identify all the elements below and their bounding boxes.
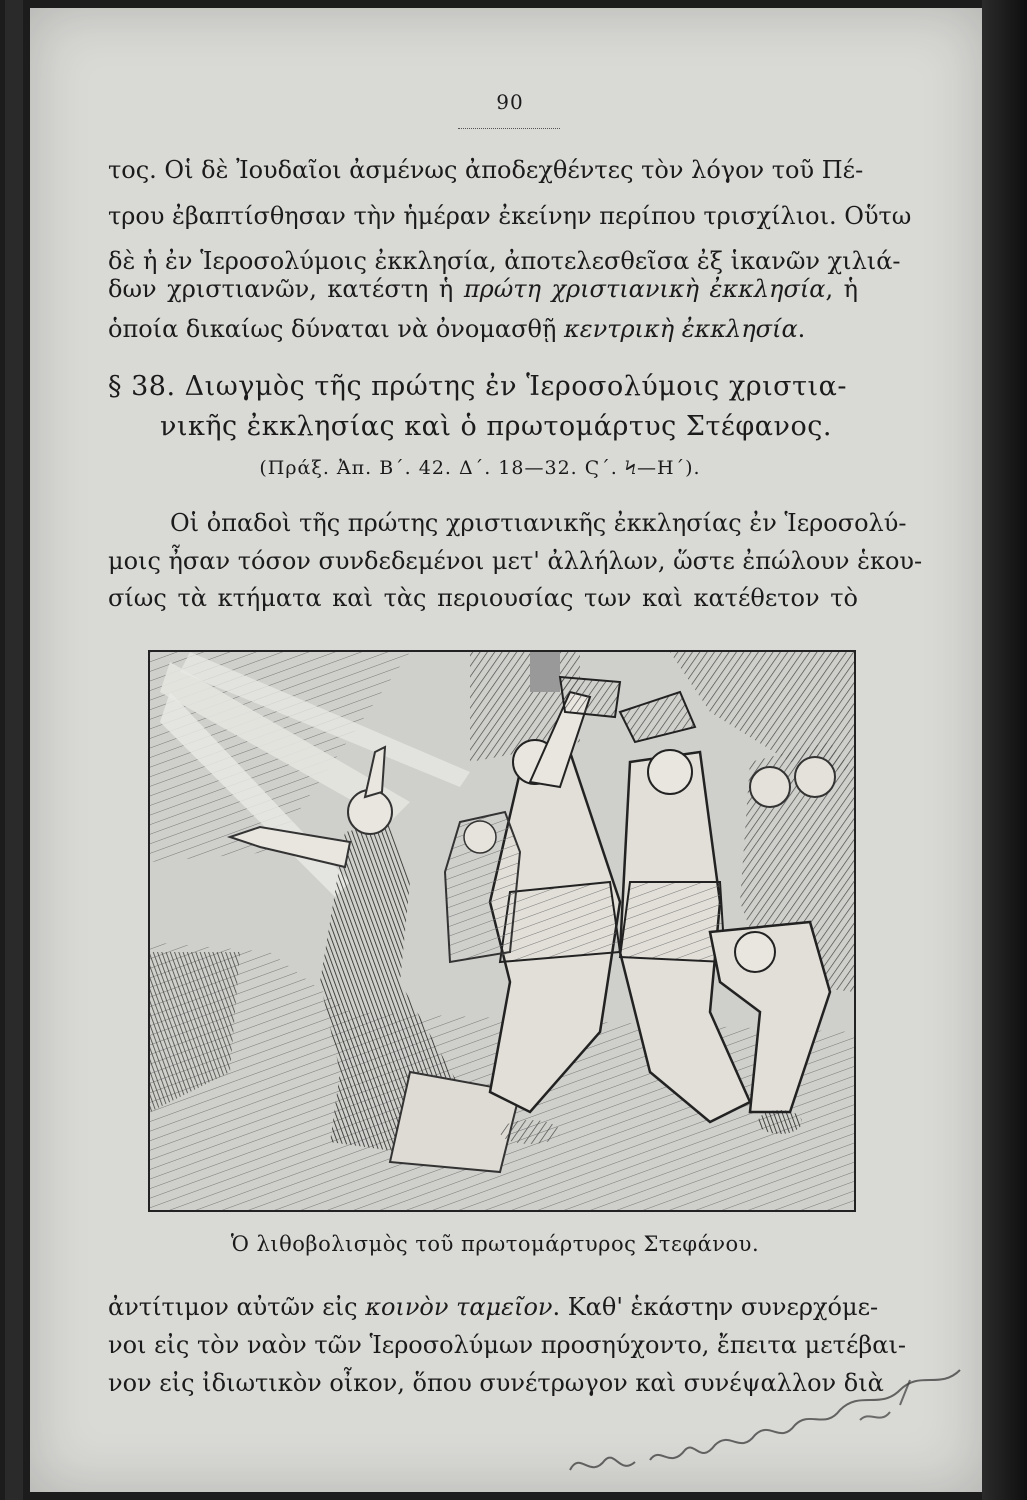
handwritten-annotation-icon: [560, 1350, 980, 1500]
section-heading-line2: νικῆς ἐκκλησίας καὶ ὁ πρωτομάρτυς Στέφανος.: [160, 411, 832, 442]
page-number: 90: [496, 90, 524, 114]
illustration-caption: Ὁ λιθοβολισμὸς τοῦ πρωτομάρτυρος Στεφάνου.: [230, 1232, 760, 1256]
section-heading-line1: § 38. Διωγμὸς τῆς πρώτης ἐν Ἱεροσολύμοις χριστια-: [108, 371, 847, 402]
emphasis-common-treasury: κοινὸν ταμεῖον: [365, 1293, 553, 1321]
paragraph1-line5-text: ὁποία δικαίως δύναται νὰ ὀνομασθῇ: [108, 315, 564, 343]
scan-left-edge: [5, 0, 23, 1500]
emphasis-first-church-tail: , ἡ: [825, 275, 859, 303]
paragraph2-line2: μοις ἦσαν τόσον συνδεδεμένοι μετ' ἀλλήλων, ὥστε ἐπώλουν ἑκου-: [108, 547, 923, 575]
paragraph3-line1-end: . Καθ' ἑκάστην συνερχόμε-: [552, 1293, 879, 1321]
paragraph1-line4: [108, 274, 858, 304]
paragraph3-line2: νοι εἰς τὸν ναὸν τῶν Ἱεροσολύμων προσηύχοντο, ἔπειτα μετέβαι-: [108, 1331, 906, 1359]
paragraph3-line1: [108, 1292, 879, 1322]
scan-binding-edge: [982, 0, 1027, 1500]
paragraph1-line4-text: δων χριστιανῶν, κατέστη ἡ: [108, 275, 464, 303]
section-references: (Πράξ. Ἀπ. Β΄. 42. Δ΄. 18—32. Ϛ΄. Ϟ—Η΄).: [259, 457, 701, 479]
stone: [560, 677, 620, 717]
engraving-illustration-icon: [150, 652, 854, 1210]
paragraph1-line2: τρου ἐβαπτίσθησαν τὴν ἡμέραν ἐκείνην περίπου τρισχίλιοι. Οὕτω: [108, 202, 912, 230]
paragraph1-line1: τος. Οἱ δὲ Ἰουδαῖοι ἀσμένως ἀποδεχθέντες τὸν λόγον τοῦ Πέ-: [108, 156, 864, 184]
paragraph1-line5: [108, 314, 858, 344]
page-number-rule: [458, 128, 560, 129]
paragraph2-line3: σίως τὰ κτήματα καὶ τὰς περιουσίας των καὶ κατέθετον τὸ: [108, 584, 858, 612]
emphasis-central-church: κεντρικὴ ἐκκλησία: [563, 315, 798, 343]
paragraph3-line3: νον εἰς ἰδιωτικὸν οἶκον, ὅπου συνέτρωγον καὶ συνέψαλλον διὰ: [108, 1369, 884, 1397]
emphasis-first-church: πρώτη χριστιανικὴ ἐκκλησία: [463, 275, 826, 303]
paragraph2-line1: Οἱ ὀπαδοὶ τῆς πρώτης χριστιανικῆς ἐκκλησίας ἐν Ἱεροσολύ-: [170, 509, 907, 537]
paragraph3-line1-start: ἀντίτιμον αὐτῶν εἰς: [108, 1293, 366, 1321]
paragraph1-line3: δὲ ἡ ἐν Ἱεροσολύμοις ἐκκλησία, ἀποτελεσθεῖσα ἐξ ἱκανῶν χιλιά-: [108, 247, 901, 275]
stoning-of-stephen-illustration: [148, 650, 856, 1212]
emphasis-central-church-tail: .: [797, 315, 806, 343]
